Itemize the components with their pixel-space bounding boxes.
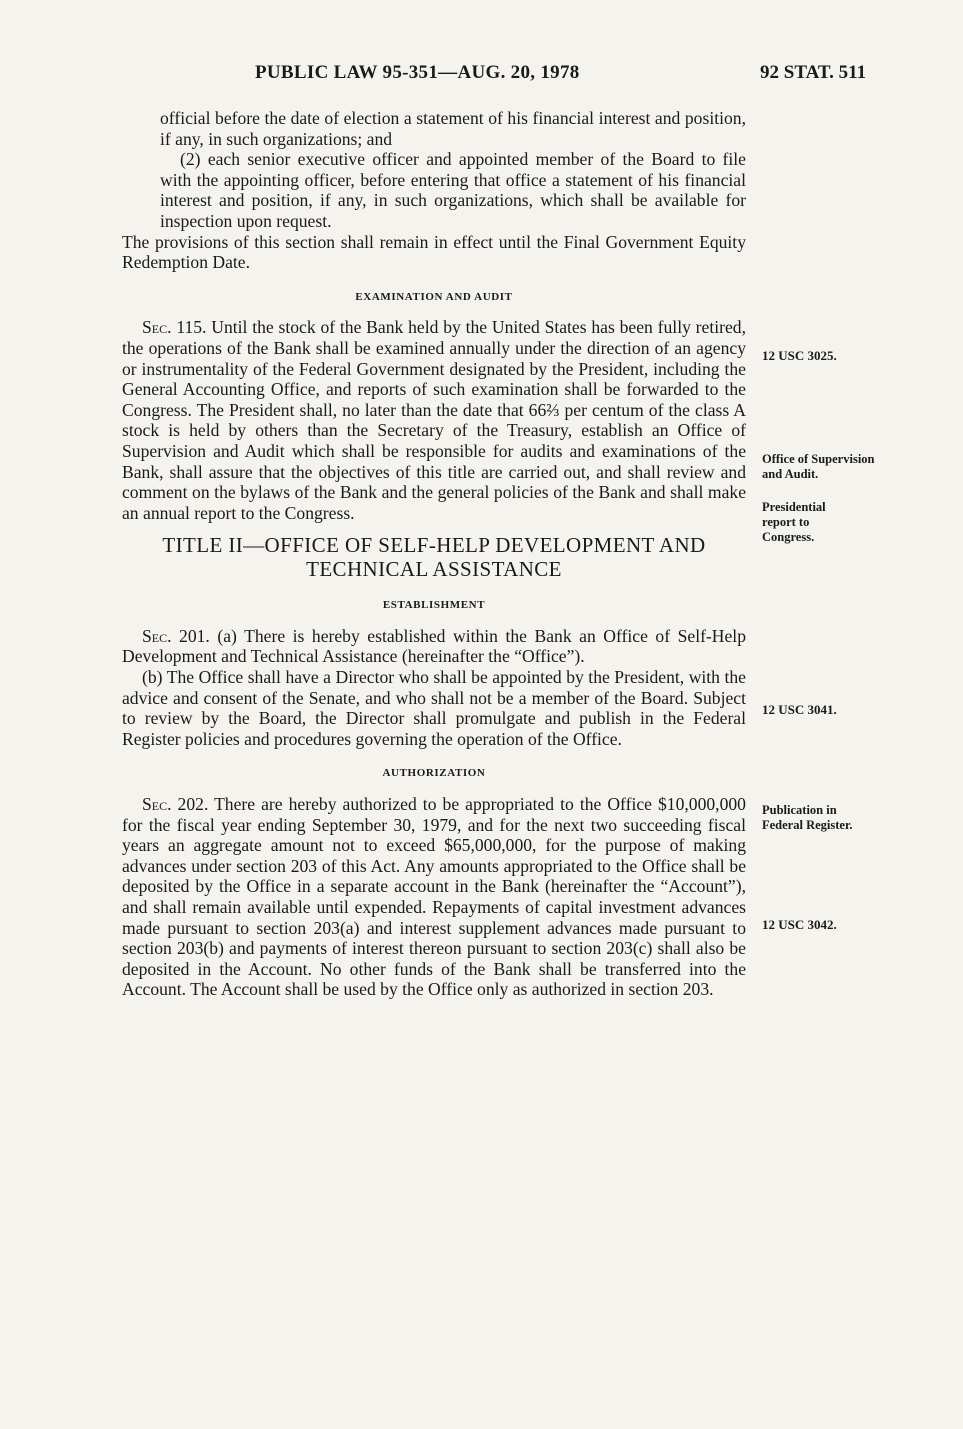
paragraph-item-2: (2) each senior executive officer and appointed member of the Board to file with the appointing officer, before entering that office a statement of his financial interest and position, if any, in such organizations, which shall be available for inspection upon request.: [160, 149, 746, 231]
margin-note-publication: Publication in Federal Register.: [762, 803, 853, 832]
section-202-label: Sec. 202.: [142, 794, 209, 815]
section-115: [122, 317, 746, 523]
margin-note-office-supervision: Office of Supervision and Audit.: [762, 452, 875, 481]
section-202: [122, 794, 746, 1000]
heading-establishment: ESTABLISHMENT: [382, 599, 486, 612]
body-text: [122, 108, 746, 1000]
paragraph-continuation: official before the date of election a statement of his financial interest and position, if any, in such organizations; and: [160, 108, 746, 149]
paragraph-provisions: The provisions of this section shall remain in effect until the Final Government Equity Redemption Date.: [122, 231, 746, 273]
section-201-label: Sec. 201.: [142, 625, 210, 646]
heading-authorization: AUTHORIZATION: [382, 767, 486, 780]
section-202-text: There are hereby authorized to be appropriated to the Office $10,000,000 for the fiscal year ending September 30, 1979, and for the next two succeeding fiscal years an aggregate amount not to exceed $65,000,000, for the purpose of making advances under section 203 of this Act. Any amounts appropriated to the Office shall be deposited by the Office in a separate account in the Bank (hereinafter the “Account”), and shall remain available until expended. Repayments of capital investment advances made pursuant to section 203(a) and interest supplement advances made pursuant to section 203(b) and payments of interest thereon pursuant to section 203(c) shall also be deposited in the Account. No other funds of the Bank shall be transferred into the Account. The Account shall be used by the Office only as authorized in section 203.: [122, 794, 746, 1000]
title-ii-line-1: TITLE II—OFFICE OF SELF-HELP DEVELOPMENT AND: [162, 533, 706, 558]
statute-page-number: 92 STAT. 511: [760, 62, 867, 83]
section-201b: (b) The Office shall have a Director who shall be appointed by the President, with the advice and consent of the Senate, and who shall not be a member of the Board. Subject to review by the Board, the Director shall promulgate and publish in the Federal Register policies and procedures governing the operation of the Office.: [122, 667, 746, 749]
margin-usc-3042: 12 USC 3042.: [762, 917, 837, 932]
section-201a-text: (a) There is hereby established within the Bank an Office of Self-Help Development and Technical Assistance (hereinafter the “Office”).: [122, 625, 746, 667]
margin-usc-3025: 12 USC 3025.: [762, 348, 837, 363]
margin-note-presidential-report: Presidential report to Congress.: [762, 500, 826, 544]
section-115-text: Until the stock of the Bank held by the United States has been fully retired, the operations of the Bank shall be examined annually under the direction of an agency or instrumentality of the Federal Government designated by the President, including the General Accounting Office, and reports of such examination shall be forwarded to the Congress. The President shall, no later than the date that 66⅔ per centum of the class A stock is held by others than the Secretary of the Treasury, establish an Office of Supervision and Audit which shall be responsible for audits and examinations of the Bank, shall assure that the objectives of this title are carried out, and shall review and comment on the bylaws of the Bank and the general policies of the Bank and shall make an annual report to the Congress.: [122, 317, 746, 523]
title-ii-line-2: TECHNICAL ASSISTANCE: [306, 557, 562, 582]
section-201a: [122, 626, 746, 667]
running-header-title: PUBLIC LAW 95-351—AUG. 20, 1978: [255, 62, 580, 83]
margin-usc-3041: 12 USC 3041.: [762, 702, 837, 717]
heading-examination-audit: EXAMINATION AND AUDIT: [355, 290, 513, 303]
section-115-label: Sec. 115.: [142, 317, 207, 338]
title-ii-heading: [122, 533, 746, 581]
